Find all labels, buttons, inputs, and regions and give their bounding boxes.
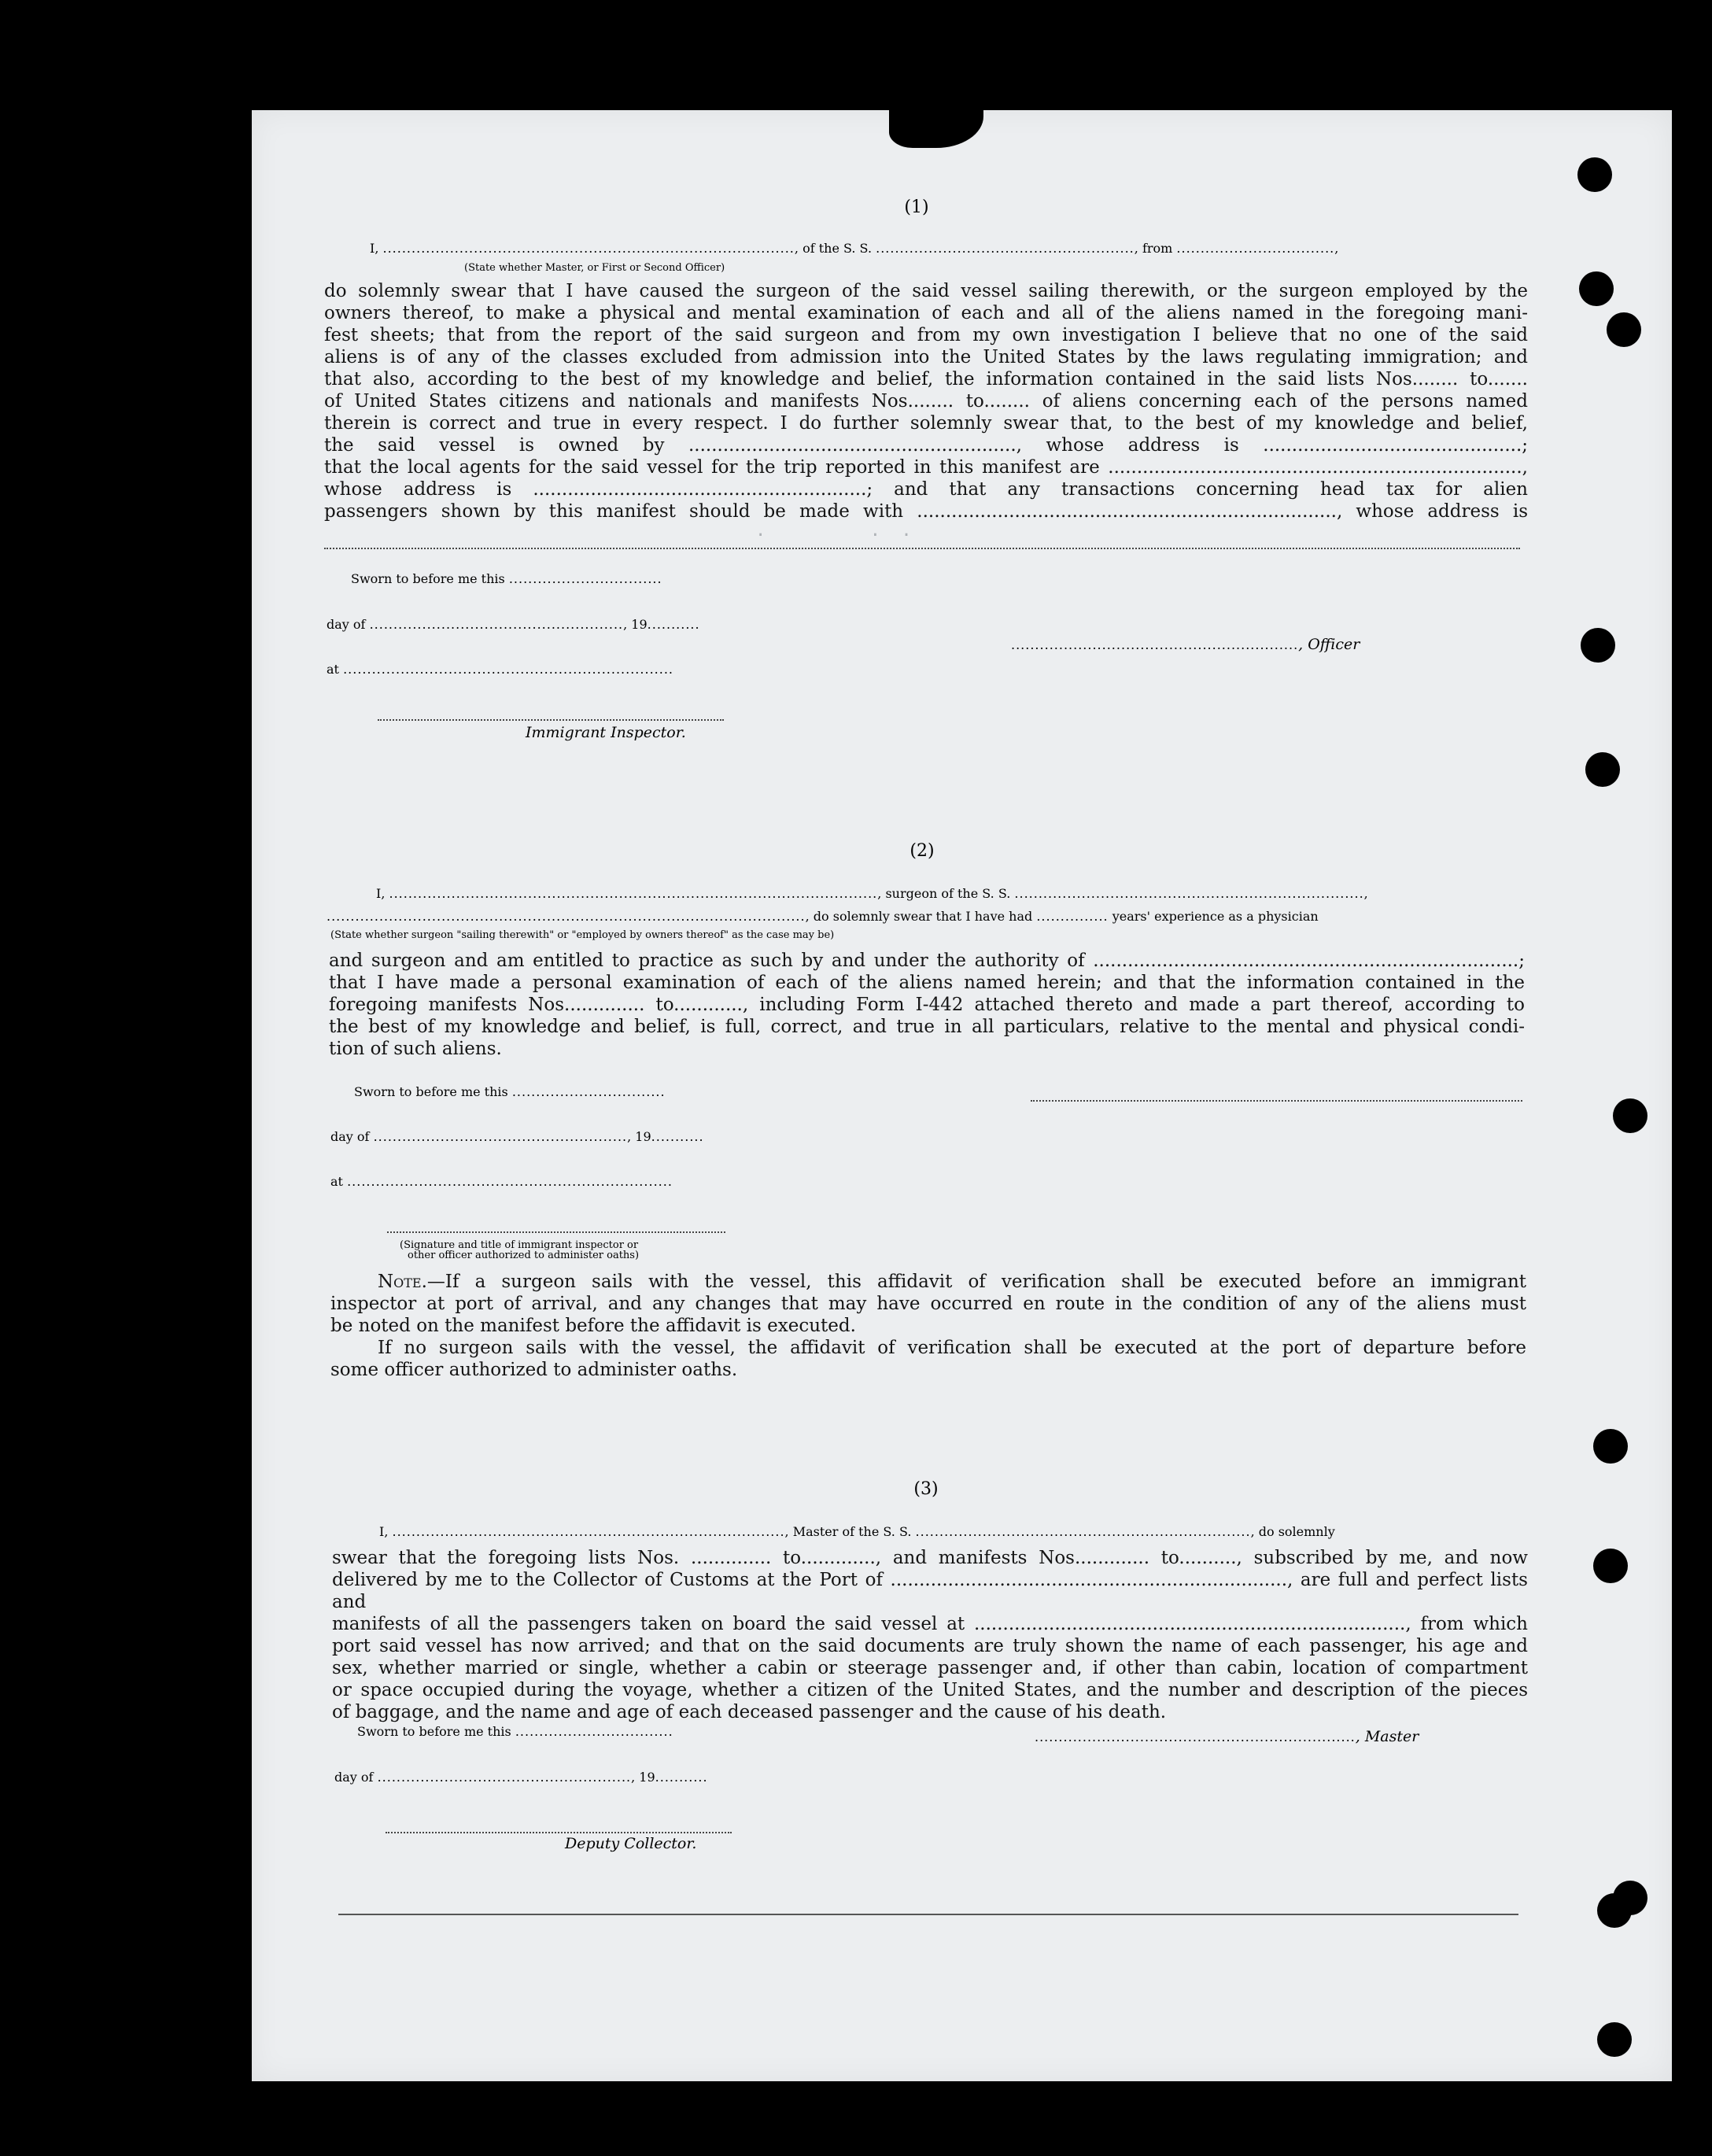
at-line: at .................................................................... bbox=[330, 1174, 673, 1189]
section-2-number: (2) bbox=[910, 841, 935, 861]
signature-title-note: (Signature and title of immigrant inspector or bbox=[400, 1239, 639, 1251]
punch-hole bbox=[1613, 1881, 1647, 1915]
master-signature-line: ..................................................................., Master bbox=[1035, 1728, 1419, 1745]
note-paragraph-2: If no surgeon sails with the vessel, the affidavit of verification shall be executed at the port of departure before some officer authorized to administer oaths. bbox=[330, 1338, 1526, 1380]
signature-title-note: other officer authorized to administer oaths) bbox=[408, 1250, 640, 1261]
inspector-signature-rule bbox=[378, 719, 724, 721]
punch-hole bbox=[1581, 628, 1615, 663]
surgeon-line-1: I, ......................................................................................................, surgeon of the S. S. ........................................................................., bbox=[376, 886, 1369, 901]
bleed-through-text: · · · bbox=[755, 526, 964, 545]
surgeon-signature-rule bbox=[1031, 1100, 1522, 1102]
section-3-oath-text: swear that the foregoing lists Nos. .............. to............., and manifests Nos............. to.........., subscribed by me, and now delivered by me to the Collector of Customs at the Port of ....................................................................., are full and perfect lists and manifests of all the passengers taken on board the said vessel at ..........................................................................., from which port said vessel has now arrived; and that on the said documents are truly shown the name of each passenger, his age and sex, whether married or single, whether a cabin or steerage passenger and, if other than cabin, location of compartment or space occupied during the voyage, whether a citizen of the United States, and the number and description of the pieces of baggage, and the name and age of each deceased passenger and the cause of his death. bbox=[332, 1548, 1528, 1722]
signature-rule bbox=[387, 1231, 725, 1233]
master-line-1: I, .................................................................................., Master of the S. S. ......................................................................, do solemnly bbox=[379, 1524, 1335, 1539]
officer-signature-line: ............................................................, Officer bbox=[1011, 636, 1360, 653]
sworn-line: Sworn to before me this ................................ bbox=[351, 571, 662, 586]
surgeon-type-note: (State whether surgeon "sailing therewith" or "employed by owners thereof" as the case may be) bbox=[330, 929, 835, 941]
surgeon-line-2: ...................................................................................................., do solemnly swear that I have had ............... years' experience as a physician bbox=[327, 909, 1319, 924]
day-of-line: day of ....................................................., 19........... bbox=[330, 1129, 704, 1144]
officer-rank-note: (State whether Master, or First or Second Officer) bbox=[464, 262, 725, 274]
immigrant-inspector-label: Immigrant Inspector. bbox=[526, 724, 686, 741]
at-line: at ..................................................................... bbox=[327, 662, 673, 677]
note-paragraph: Note.—If a surgeon sails with the vessel, this affidavit of verification shall be executed before an immigrant inspector at port of arrival, and any changes that may have occurred en route in the condition of any of the aliens must be noted on the manifest before the affidavit is executed. bbox=[330, 1272, 1526, 1336]
day-of-line: day of ....................................................., 19........... bbox=[334, 1770, 708, 1785]
deputy-collector-label: Deputy Collector. bbox=[565, 1835, 697, 1852]
oath-line-1: I, ......................................................................................, of the S. S. ......................................................, from ................................., bbox=[370, 241, 1340, 256]
punch-hole bbox=[1607, 312, 1641, 347]
punch-hole bbox=[1597, 2022, 1632, 2057]
punch-hole bbox=[1579, 271, 1614, 306]
collector-signature-rule bbox=[386, 1832, 732, 1833]
punch-hole bbox=[1593, 1549, 1628, 1583]
bottom-rule bbox=[338, 1914, 1518, 1915]
section-1-oath-text: do solemnly swear that I have caused the surgeon of the said vessel sailing therewith, or the surgeon employed by the owners thereof, to make a physical and mental examination of each and all of the aliens named in the foregoing mani- fest sheets; that from the report of the said surgeon and from my own investigation I believe that no one of the said aliens is of any of the classes excluded from admission into the United States by the laws regulating immigration; and that also, according to the best of my knowledge and belief, the information contained in the said lists Nos........ to....... of United States citizens and nationals and manifests Nos........ to........ of aliens concerning each of the persons named therein is correct and true in every respect. I do further solemnly swear that, to the best of my knowledge and belief, the said vessel is owned by ........................................................., whose address is .............................................; that the local agents for the said vessel for the trip reported in this manifest are ........................................................................, whose address is ..........................................................; and that any transactions concerning head tax for alien passengers shown by this manifest should be made with ........................................................................., whose address is bbox=[324, 281, 1528, 522]
punch-hole bbox=[1585, 752, 1620, 787]
section-3-number: (3) bbox=[913, 1479, 939, 1499]
section-2-oath-text: and surgeon and am entitled to practice as such by and under the authority of ..........................................................................; that I have made a personal examination of each of the aliens named herein; and that the information contained in the foregoing manifests Nos.............. to............, including Form I-442 attached thereto and made a part thereof, according to the best of my knowledge and belief, is full, correct, and true in all particulars, relative to the mental and physical condi- tion of such aliens. bbox=[329, 951, 1525, 1059]
blank-line bbox=[324, 548, 1520, 549]
section-1-number: (1) bbox=[904, 198, 929, 217]
punch-hole bbox=[1577, 157, 1612, 192]
punch-hole bbox=[1593, 1429, 1628, 1464]
sworn-line: Sworn to before me this ................................ bbox=[354, 1084, 666, 1099]
punch-hole bbox=[1613, 1098, 1647, 1133]
sworn-line: Sworn to before me this ................................. bbox=[357, 1724, 673, 1739]
day-of-line: day of ....................................................., 19........... bbox=[327, 617, 700, 632]
